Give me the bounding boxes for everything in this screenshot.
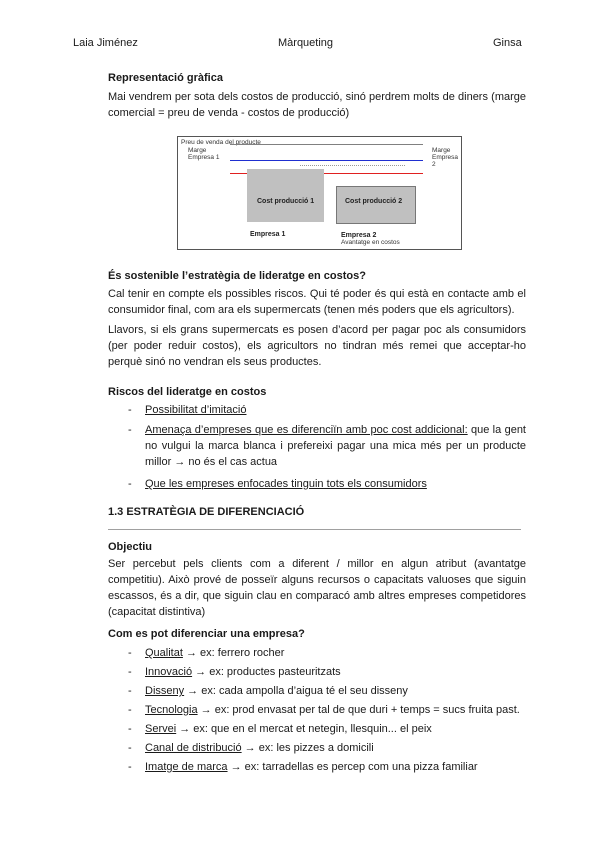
list-marker: - [128, 723, 132, 735]
attribute-name: Disseny [145, 685, 185, 697]
risk-title: Que les empreses enfocades tinguin tots els consumidors [145, 478, 427, 490]
risk-detail: que la gent no vulgui la marca blanca i prefereixi pagar una mica més per un producte millor → no és el cas actua [145, 424, 526, 468]
cost-margin-figure [177, 136, 462, 250]
margin1-label-line1: Marge [188, 147, 207, 154]
company1-label: Empresa 1 [250, 231, 286, 238]
company2-label: Empresa 2 [341, 232, 377, 239]
company2-sublabel: Avantatge en costos [341, 239, 400, 246]
list-marker: - [128, 424, 132, 436]
cost-bar-1 [247, 169, 324, 222]
price-label: Preu de venda del producte [181, 139, 261, 146]
list-marker: - [128, 742, 132, 754]
attribute-example: → ex: ferrero rocher [182, 647, 285, 659]
page-header [0, 37, 600, 51]
dotted-guide-line [300, 165, 405, 166]
cost-bar-1-label: Cost producció 1 [257, 198, 315, 205]
margin2-label-line3: 2 [432, 161, 436, 168]
heading-sustainable: És sostenible l’estratègia de lideratge en costos? [108, 270, 366, 282]
attribute-example: → ex: prod envasat per tal de que duri + temps = sucs fruita past. [197, 704, 520, 716]
list-marker: - [128, 685, 132, 697]
attribute-example: → ex: tarradellas es percep com una pizza familiar [227, 761, 478, 773]
paragraph-sustainable-1: Cal tenir en compte els possibles riscos. Qui té poder és qui està en contacte amb el consumidor final, com ara els supermercats (tenen més poders que els agricultors). [108, 288, 526, 316]
paragraph-graphic: Mai vendrem per sota dels costos de producció, sinó perdrem molts de diners (marge comercial = preu de venda - costos de producció) [108, 91, 526, 119]
attribute-name: Imatge de marca [145, 761, 228, 773]
margin1-label-line2: Empresa 1 [188, 154, 220, 161]
attribute-example: → ex: cada ampolla d’aigua té el seu disseny [184, 685, 408, 697]
paragraph-sustainable-2: Llavors, si els grans supermercats es posen d’acord per pagar poc als consumidors (per poder reduir costos), els agricultors no tindran més remei que acceptar-ho perquè sinó no vendran els seus productes. [108, 324, 526, 368]
list-marker: - [128, 761, 132, 773]
heading-graphic: Representació gràfica [108, 72, 223, 84]
header-subject: Màrqueting [278, 37, 334, 49]
margin2-label-line2: Empresa [432, 154, 459, 161]
attribute-name: Tecnologia [145, 704, 198, 716]
list-marker: - [128, 666, 132, 678]
paragraph-objective: Ser percebut pels clients com a diferent / millor en algun atribut (avantatge competitiu). Això prové de posseïr alguns recursos o capacitats valuoses que siguin escassos, és a dir, que siguin clau en comparacó amb altres empreses competidores (capacitat distintiva) [108, 558, 526, 618]
section-divider [108, 529, 521, 530]
attribute-example: → ex: productes pasteuritzats [192, 666, 341, 678]
risk-title: Amenaça d’empreses que es diferenciïn amb poc cost addicional: [145, 424, 468, 436]
header-course: Ginsa [493, 37, 522, 49]
risk-title: Possibilitat d’imitació [145, 404, 247, 416]
attribute-example: → ex: que en el mercat et netegin, llesquin... el peix [176, 723, 432, 735]
header-author: Laia Jiménez [73, 37, 138, 49]
section-title-differentiation: 1.3 ESTRATÈGIA DE DIFERENCIACIÓ [108, 506, 305, 518]
attribute-example: → ex: les pizzes a domicili [241, 742, 374, 754]
margin2-label-line1: Marge [432, 147, 451, 154]
cost-bar-2 [336, 186, 416, 224]
attribute-name: Qualitat [145, 647, 183, 659]
attribute-name: Innovació [145, 666, 193, 678]
heading-objective: Objectiu [108, 541, 153, 553]
list-marker: - [128, 404, 132, 416]
list-marker: - [128, 647, 132, 659]
price-line [230, 144, 423, 145]
attribute-name: Servei [145, 723, 177, 735]
attribute-name: Canal de distribució [145, 742, 242, 754]
list-marker: - [128, 478, 132, 490]
cost-bar-2-label: Cost producció 2 [345, 198, 403, 205]
list-marker: - [128, 704, 132, 716]
heading-risks: Riscos del lideratge en costos [108, 386, 267, 398]
margin1-line [230, 160, 423, 161]
heading-how-differentiate: Com es pot diferenciar una empresa? [108, 628, 305, 640]
